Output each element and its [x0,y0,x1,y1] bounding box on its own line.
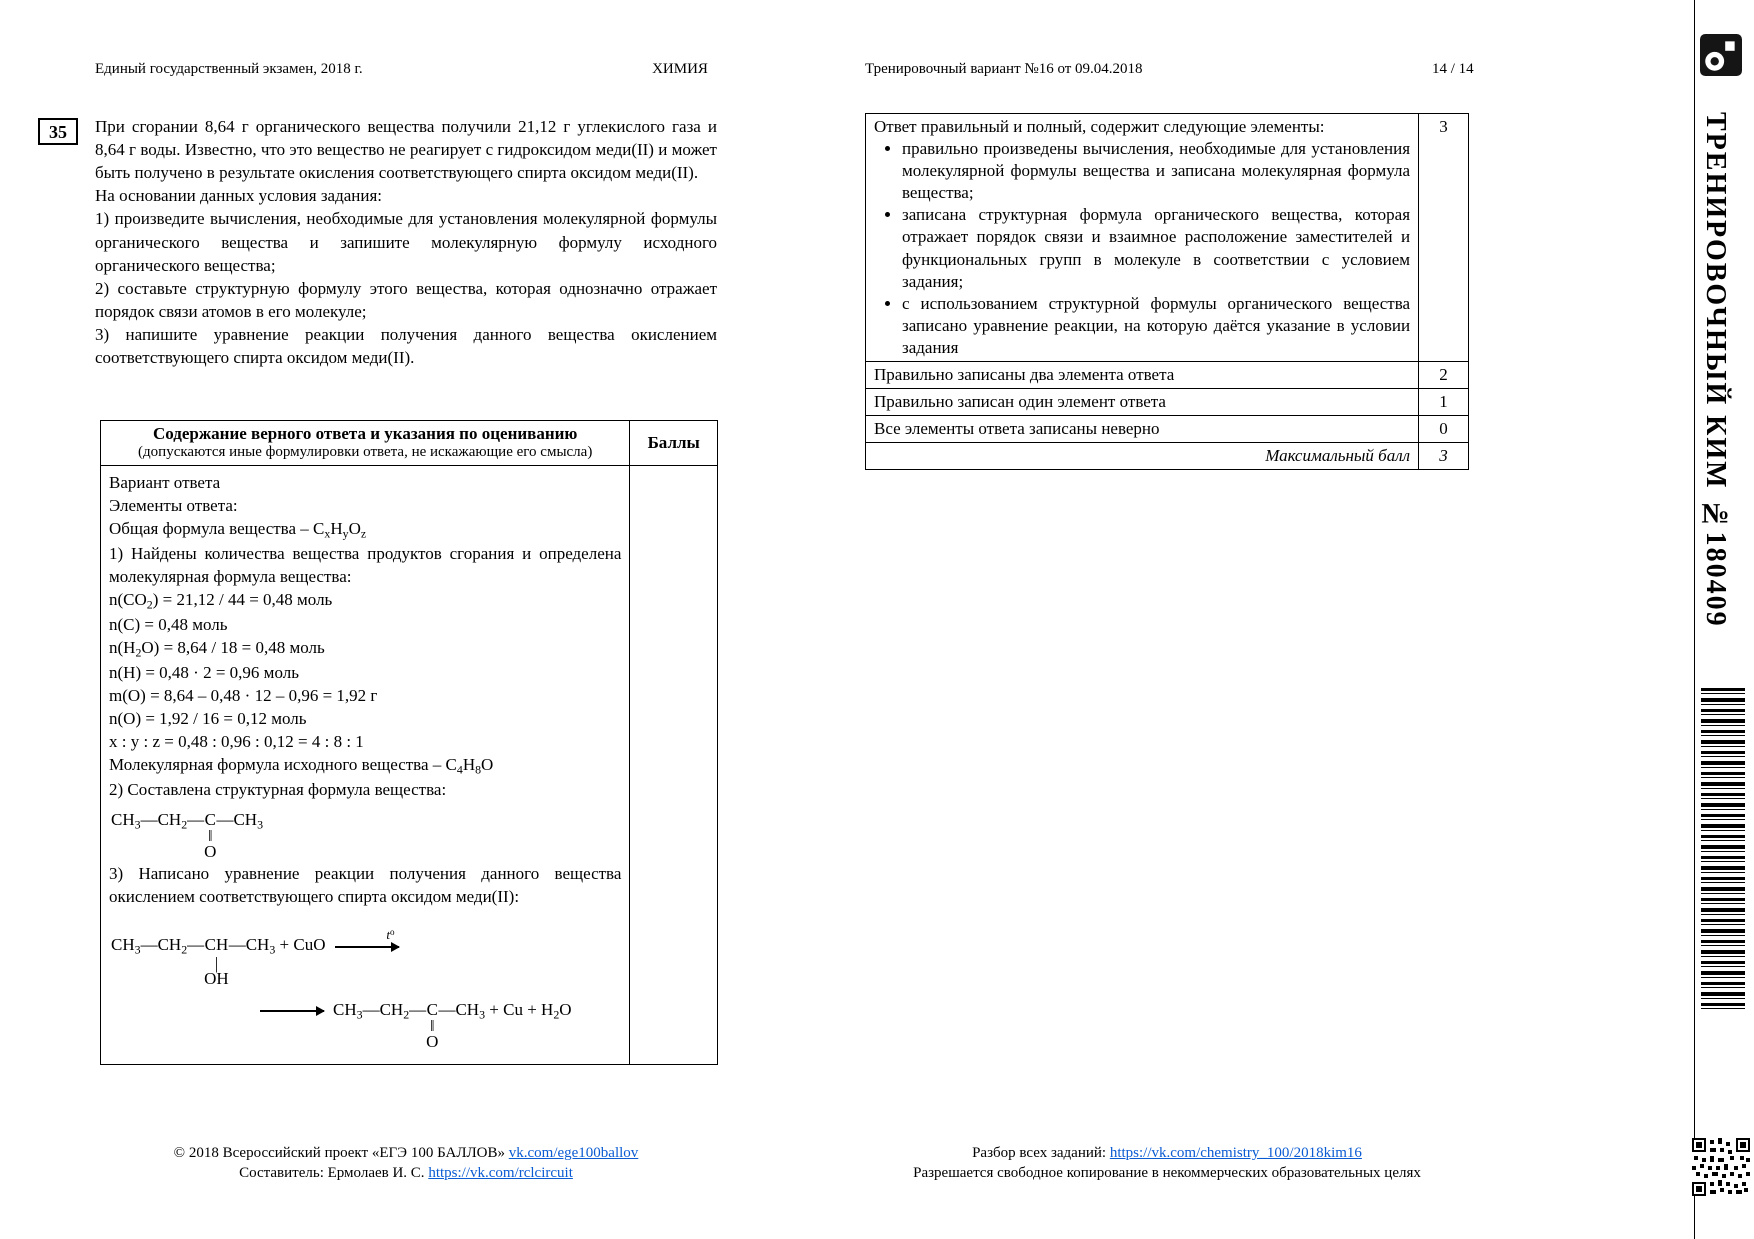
criteria-max-label: Максимальный балл [866,443,1419,470]
ege100ballov-logo [1700,34,1742,76]
oxygen-atom: O [204,842,217,862]
single-bond: | [214,953,219,973]
reaction-line-2 [251,999,621,1050]
task-paragraph: 2) составьте структурную формулу этого вещества, которая однозначно отражает порядок связи атомов в его молекуле; [95,278,717,321]
formula-fragment: $CH_3—CH_2—$ [333,1000,427,1022]
formula-fragment: $—CH_3$ [216,810,264,832]
kim-number-vertical: ТРЕНИРОВОЧНЫЙ КИМ №180409 [1700,112,1731,628]
footer-left [95,1143,717,1184]
header-variant: Тренировочный вариант №16 от 09.04.2018 [865,61,1143,77]
reaction-line-1 [111,926,621,989]
criteria-full-cell [866,114,1419,362]
carbon-atom: C [204,810,216,830]
solution-line: n(C) = 0,48 моль [109,614,228,634]
solution-line: Элементы ответа: [109,496,238,516]
formula-fragment: $CH_3—CH_2—$ [111,935,205,957]
sidebar-divider-line [1694,0,1695,1239]
formula-fragment: $CH_3—CH_2—$ [111,810,205,832]
footer-solutions-line [865,1143,1469,1163]
task-paragraph: На основании данных условия задания: [95,186,383,206]
criteria-score: 2 [1419,362,1469,389]
solution-line: 1) Найдены количества вещества продуктов сгорания и определена молекулярная формула вещества: [109,543,622,587]
solution-line: $n(CO_2) = 21,12 / 44 = 0,48$ моль [109,590,333,612]
carbonyl-group-stack [426,999,438,1050]
answer-table-score-header: Баллы [630,421,718,466]
solution-line: n(H) = 0,48 · 2 = 0,96 моль [109,662,299,682]
footer-link-ege100ballov[interactable]: vk.com/ege100ballov [508,1145,639,1161]
criteria-score: 0 [1419,416,1469,443]
formula-fragment: $—CH_3$ + CuO [228,935,326,957]
criteria-label: Правильно записаны два элемента ответа [866,362,1419,389]
footer-link-author[interactable]: https://vk.com/rclcircuit [428,1165,573,1182]
footer-solutions-text: Разбор всех заданий: [972,1145,1110,1161]
task-paragraph: 1) произведите вычисления, необходимые для установления молекулярной формулы органического вещества и запишите молекулярную формулу исходного органического вещества; [95,209,717,275]
footer-license-line: Разрешается свободное копирование в некоммерческих образовательных целях [913,1165,1421,1182]
qr-code-image [1692,1138,1750,1196]
solution-line: 3) Написано уравнение реакции получения данного вещества окислением соответствующего спирта оксидом меди(II): [109,864,622,907]
criteria-row-all-wrong [866,416,1469,443]
task-paragraph: При сгорании 8,64 г органического вещества получили 21,12 г углекислого газа и 8,64 г воды. Известно, что это вещество не реагирует с гидроксидом меди(II) и может быть получено в результате окисления соответствующего спирта оксидом меди(II). [95,117,717,183]
criteria-row-one-element [866,389,1469,416]
criteria-score: 1 [1419,389,1469,416]
criteria-max-score: 3 [1419,443,1469,470]
answer-table-header-cell [101,421,630,466]
alcohol-group-stack [204,934,229,987]
solution-line: $n(H_2O) = 8,64 / 18 = 0,48$ моль [109,638,325,660]
criteria-row-two-elements [866,362,1469,389]
solution-line: x : y : z = 0,48 : 0,96 : 0,12 = 4 : 8 : 1 [109,732,364,752]
criteria-bullet: • правильно произведены вычисления, необходимые для установления молекулярной формулы вещества и записана молекулярная формула вещества; [902,138,1410,204]
carbonyl-group-stack [204,809,216,860]
solution-line: m(O) = 8,64 – 0,48 · 12 – 0,96 = 1,92 г [109,685,378,705]
reaction-arrow-heated [335,926,399,948]
criteria-label: Все элементы ответа записаны неверно [866,416,1419,443]
answer-table-subtitle: (допускаются иные формулировки ответа, не искажающие его смысла) [138,444,593,460]
solution-line: Вариант ответа [109,473,221,492]
logo-icon [1700,34,1742,76]
footer-author-text: Составитель: Ермолаев И. С. [239,1165,429,1182]
reaction-equation [111,926,621,1052]
oxygen-atom: O [426,1032,439,1052]
temperature-label: $t^o$ [386,926,395,942]
criteria-row-full-answer [866,114,1469,362]
qr-code [1692,1138,1750,1196]
criteria-bullet: • с использованием структурной формулы органического вещества записано уравнение реакции, на которую даётся указание в условии задания [902,293,1410,359]
arrow-line [335,946,399,948]
barcode [1701,688,1745,1010]
reaction-arrow [260,1010,324,1012]
double-bond: ‖ [208,828,213,846]
footer-right [865,1143,1469,1184]
header-exam-title: Единый государственный экзамен, 2018 г. [95,61,363,77]
hydroxyl-group: OH [204,969,229,989]
criteria-bullet-list [874,138,1410,359]
criteria-label: Правильно записан один элемент ответа [866,389,1419,416]
double-bond: ‖ [430,1018,435,1036]
footer-author-line [95,1163,717,1183]
arrow-line [260,1010,324,1012]
criteria-score: 3 [1419,114,1469,362]
solution-line: Молекулярная формула исходного вещества – $C_4H_8O$ [109,755,494,777]
task-paragraph: 3) напишите уравнение реакции получения данного вещества окислением соответствующего спирта оксидом меди(II). [95,324,717,368]
criteria-intro: Ответ правильный и полный, содержит следующие элементы: [874,117,1325,136]
solution-line: Общая формула вещества – $C_xH_yO_z$ [109,519,367,541]
answer-table-body-row [101,466,718,1065]
answer-table-title: Содержание верного ответа и указания по оцениванию [152,424,578,443]
answer-score-cell-empty [630,466,718,1065]
footer-link-solutions[interactable]: https://vk.com/chemistry_100/2018kim16 [1109,1145,1362,1161]
criteria-row-max-score [866,443,1469,470]
solution-line: n(O) = 1,92 / 16 = 0,12 моль [109,709,307,729]
structural-formula-ketone [111,809,621,860]
answer-table [100,420,718,1065]
footer-copyright-text: © 2018 Всероссийский проект «ЕГЭ 100 БАЛЛОВ» [173,1145,509,1161]
answer-content-cell [101,466,630,1065]
answer-table-header-row [101,421,718,466]
task-statement [95,115,717,369]
carbon-atom: CH [204,935,229,955]
solution-line: 2) Составлена структурная формула вещества: [109,779,447,799]
formula-fragment: $—CH_3 + Cu + H_2O$ [438,1000,572,1022]
header-page-number: 14 / 14 [1432,61,1474,77]
header-subject: ХИМИЯ [652,61,708,77]
task-number-box: 35 [38,118,78,145]
carbon-atom: C [426,1000,438,1020]
criteria-bullet: • записана структурная формула органического вещества, которая отражает порядок связи и взаимное расположение заместителей и функциональных групп в молекуле в соответствии с условием задания; [902,204,1410,292]
footer-copyright-line [95,1143,717,1163]
criteria-table [865,113,1469,470]
